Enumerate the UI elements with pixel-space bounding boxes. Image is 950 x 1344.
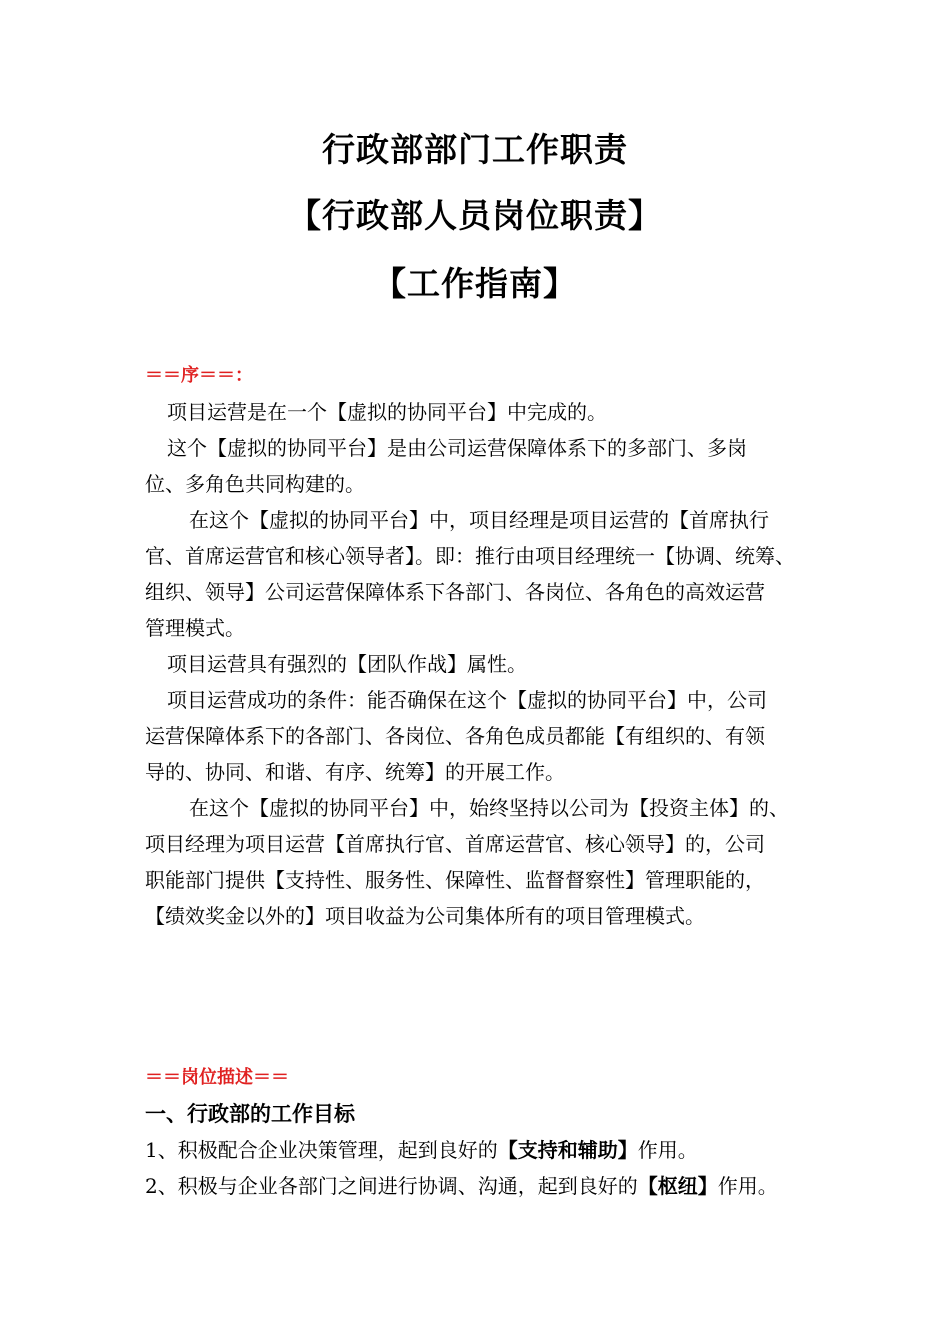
work-goal-heading: 一、行政部的工作目标 bbox=[145, 1102, 355, 1126]
paragraph-line: 这个【虚拟的协同平台】是由公司运营保障体系下的多部门、多岗 bbox=[167, 436, 747, 460]
goal-item-text: 1、积极配合企业决策管理，起到良好的 bbox=[145, 1138, 498, 1162]
paragraph-line: 项目运营成功的条件：能否确保在这个【虚拟的协同平台】中，公司 bbox=[167, 688, 767, 712]
document-subtitle-guide: 【工作指南】 bbox=[373, 264, 577, 303]
goal-item-1 bbox=[145, 1132, 815, 1168]
goal-item-2 bbox=[145, 1168, 815, 1204]
job-description-section bbox=[145, 1060, 815, 1204]
paragraph-line: 官、首席运营官和核心领导者】。即：推行由项目经理统一【协调、统筹、 bbox=[145, 544, 795, 568]
paragraph-line: 位、多角色共同构建的。 bbox=[145, 472, 365, 496]
job-description-heading: ＝＝岗位描述＝＝ bbox=[145, 1067, 289, 1088]
goal-item-text: 作用。 bbox=[717, 1174, 778, 1198]
paragraph-line: 【绩效奖金以外的】项目收益为公司集体所有的项目管理模式。 bbox=[145, 904, 705, 928]
paragraph-line: 在这个【虚拟的协同平台】中，始终坚持以公司为【投资主体】的、 bbox=[189, 796, 789, 820]
paragraph-line: 职能部门提供【支持性、服务性、保障性、监督督察性】管理职能的， bbox=[145, 868, 765, 892]
paragraph-line: 导的、协同、和谐、有序、统筹】的开展工作。 bbox=[145, 760, 565, 784]
paragraph-line: 运营保障体系下的各部门、各岗位、各角色成员都能【有组织的、有领 bbox=[145, 724, 765, 748]
paragraph-line: 项目经理为项目运营【首席执行官、首席运营官、核心领导】的，公司 bbox=[145, 832, 765, 856]
paragraph-line: 项目运营具有强烈的【团队作战】属性。 bbox=[167, 652, 527, 676]
paragraph-line: 项目运营是在一个【虚拟的协同平台】中完成的。 bbox=[167, 400, 607, 424]
document-subtitle: 【行政部人员岗位职责】 bbox=[288, 196, 662, 235]
goal-item-emphasis: 【枢纽】 bbox=[637, 1174, 718, 1198]
paragraph-line: 在这个【虚拟的协同平台】中，项目经理是项目运营的【首席执行 bbox=[189, 508, 769, 532]
document-title: 行政部部门工作职责 bbox=[322, 130, 628, 169]
goal-item-text: 2、积极与企业各部门之间进行协调、沟通，起到良好的 bbox=[145, 1174, 638, 1198]
goal-item-text: 作用。 bbox=[637, 1138, 698, 1162]
paragraph-line: 组织、领导】公司运营保障体系下各部门、各岗位、各角色的高效运营 bbox=[145, 580, 765, 604]
preface-heading: ＝＝序＝＝： bbox=[145, 365, 253, 386]
paragraph-line: 管理模式。 bbox=[145, 616, 245, 640]
goal-item-emphasis: 【支持和辅助】 bbox=[497, 1138, 638, 1162]
preface-section bbox=[145, 358, 815, 934]
